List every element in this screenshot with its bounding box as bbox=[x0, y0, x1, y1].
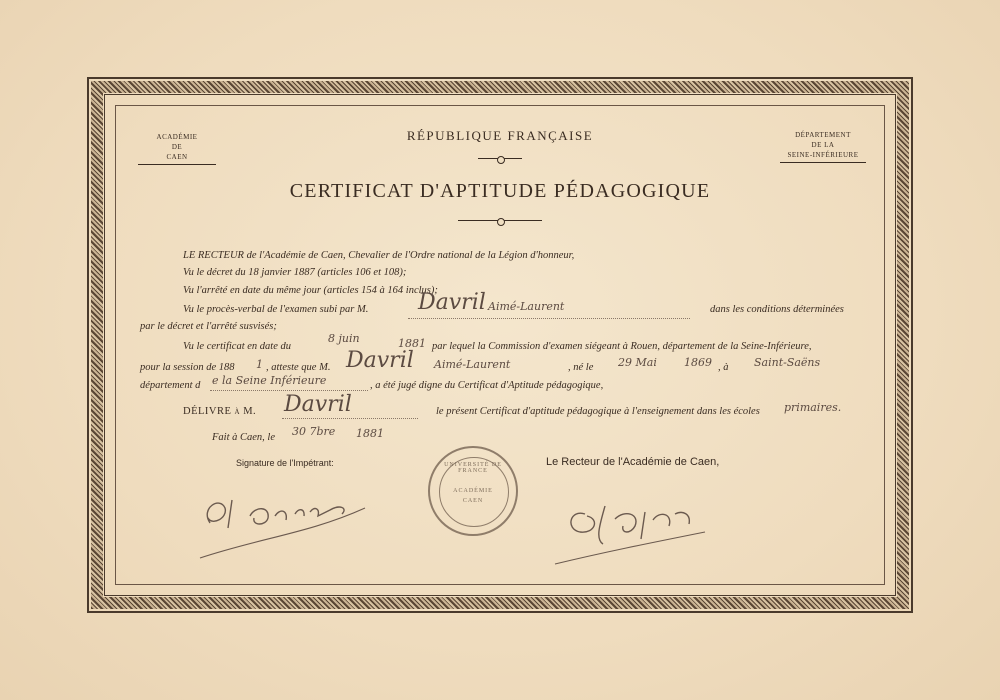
seal-text-mid: ACADÉMIE bbox=[453, 488, 493, 494]
corner-text: DE bbox=[171, 143, 183, 151]
university-seal bbox=[428, 446, 518, 536]
text-line-commission: par lequel la Commission d'examen siégeant à Rouen, département de la Seine-Inférieure, bbox=[432, 341, 812, 352]
text-line-a: , à bbox=[718, 362, 729, 373]
handwritten-surname-3: Davril bbox=[284, 392, 352, 417]
text-line-session: pour la session de 188 bbox=[140, 362, 235, 373]
handwritten-department: e la Seine Inférieure bbox=[212, 374, 327, 387]
text-line-decret: Vu le décret du 18 janvier 1887 (articles 106 et 108); bbox=[183, 267, 407, 278]
seal-text-bottom: CAEN bbox=[462, 498, 484, 504]
text-line-atteste: , atteste que M. bbox=[266, 362, 331, 373]
certificate-title: CERTIFICAT D'APTITUDE PÉDAGOGIQUE bbox=[289, 180, 711, 202]
handwritten-birth-place: Saint-Saëns bbox=[754, 356, 821, 369]
handwritten-cert-date: 8 juin bbox=[328, 332, 360, 345]
republique-heading: RÉPUBLIQUE FRANÇAISE bbox=[406, 128, 594, 143]
text-line-proces-verbal: Vu le procès-verbal de l'examen subi par M. bbox=[183, 304, 369, 315]
seal-text-top: UNIVERSITÉ DE FRANCE bbox=[444, 462, 502, 474]
text-line-fait-a-caen: Fait à Caen, le bbox=[212, 432, 275, 443]
dotted-fill-line bbox=[282, 418, 418, 419]
ornament-rule bbox=[478, 158, 522, 159]
corner-text: DÉPARTEMENT bbox=[795, 131, 851, 139]
ornament-dot bbox=[497, 156, 505, 164]
handwritten-fait-date: 30 7bre bbox=[292, 425, 336, 438]
handwritten-surname-2: Davril bbox=[346, 348, 414, 373]
handwritten-birth-date: 29 Mai bbox=[618, 356, 657, 369]
text-line-susvises: par le décret et l'arrêté susvisés; bbox=[140, 321, 277, 332]
text-line-juge-digne: , a été jugé digne du Certificat d'Aptitude pédagogique, bbox=[370, 380, 604, 391]
delivre-text: DÉLIVRE à M. bbox=[183, 406, 257, 417]
text-line-ne-le: , né le bbox=[568, 362, 594, 373]
text-line-conditions: dans les conditions déterminées bbox=[710, 304, 844, 315]
corner-rule bbox=[780, 162, 866, 163]
handwritten-session-year: 1 bbox=[256, 358, 263, 371]
handwritten-fait-year: 1881 bbox=[356, 427, 384, 440]
text-line-certificat: Vu le certificat en date du bbox=[183, 341, 291, 352]
handwritten-surname: Davril bbox=[418, 290, 486, 315]
academie-corner bbox=[138, 132, 216, 165]
impetrant-signature bbox=[180, 478, 380, 578]
text-line-delivre bbox=[183, 406, 256, 417]
recteur-label: Le Recteur de l'Académie de Caen, bbox=[546, 456, 720, 468]
text-line-arrete: Vu l'arrêté en date du même jour (articles 154 à 164 inclus); bbox=[183, 285, 438, 296]
text-line-present-certificat: le présent Certificat d'aptitude pédagogique à l'enseignement dans les écoles bbox=[436, 406, 760, 417]
handwritten-given-name: Aimé-Laurent bbox=[488, 300, 565, 313]
corner-rule bbox=[138, 164, 216, 165]
text-line-recteur: LE RECTEUR de l'Académie de Caen, Chevalier de l'Ordre national de la Légion d'honneur, bbox=[183, 250, 575, 261]
dotted-fill-line bbox=[408, 318, 690, 319]
handwritten-given-name-2: Aimé-Laurent bbox=[434, 358, 511, 371]
ornament-rule bbox=[458, 220, 542, 221]
departement-corner bbox=[780, 130, 866, 163]
handwritten-schools: primaires. bbox=[784, 401, 842, 414]
text-line-departement: département d bbox=[140, 380, 201, 391]
corner-text: CAEN bbox=[166, 153, 188, 161]
dotted-fill-line bbox=[210, 390, 368, 391]
corner-text: DE LA bbox=[811, 141, 835, 149]
corner-text: ACADÉMIE bbox=[156, 133, 198, 141]
ornament-dot bbox=[497, 218, 505, 226]
signature-label: Signature de l'Impétrant: bbox=[236, 458, 334, 468]
corner-text: SEINE-INFÉRIEURE bbox=[787, 151, 859, 159]
handwritten-cert-year: 1881 bbox=[398, 337, 426, 350]
recteur-signature bbox=[545, 484, 715, 584]
handwritten-birth-year: 1869 bbox=[684, 356, 712, 369]
